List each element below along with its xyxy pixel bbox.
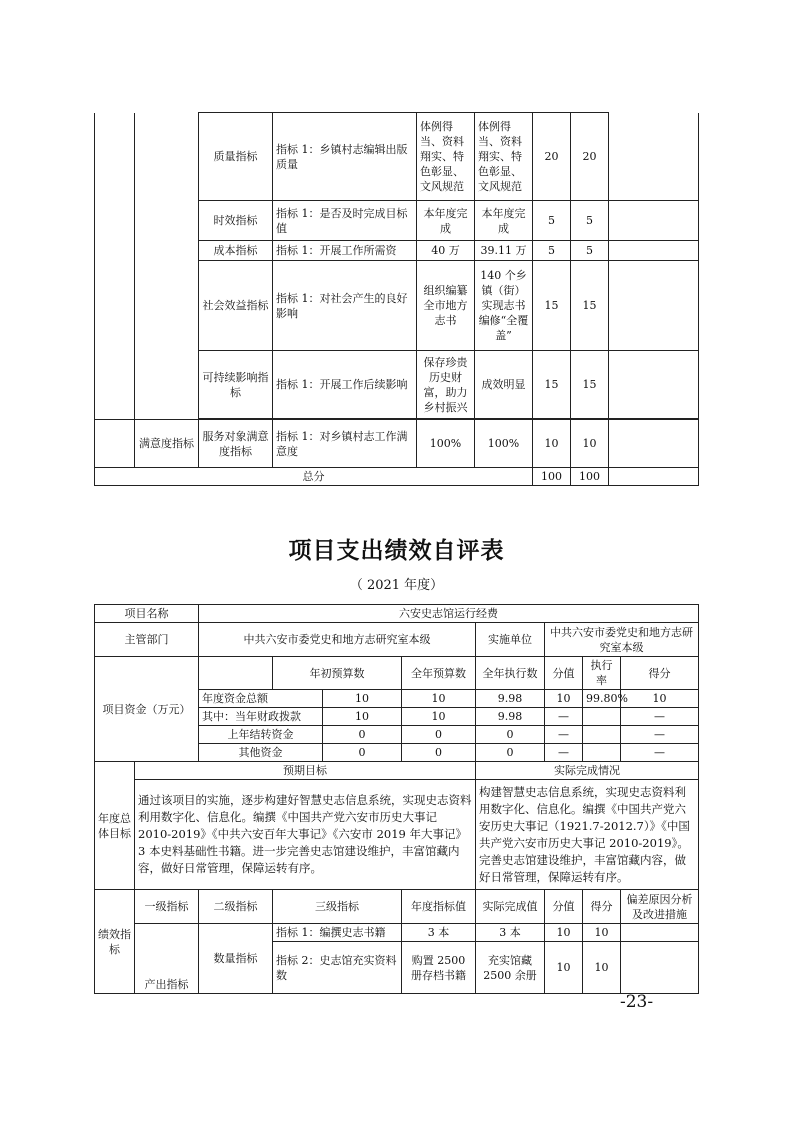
expected-goal-text: 通过该项目的实施，逐步构建好智慧史志信息系统，实现史志资料利用数字化、信息化。编撰《中国共产党六安市历史大事记 2010-2019》《中共六安百年大事记》《六安市 2019 年大事记》3 本史料基础性书籍。进一步完善史志馆建设维护，丰富馆藏内容，做好日常管理，保障运转有序。 — [135, 780, 476, 890]
level3-cell: 指标 1：开展工作后续影响 — [273, 351, 417, 419]
level3-cell: 指标 1：对乡镇村志工作满意度 — [273, 420, 417, 468]
dept-label: 主管部门 — [95, 623, 199, 657]
perf-header: 一级指标 — [135, 890, 199, 924]
level3-cell: 指标 1：是否及时完成目标值 — [273, 201, 417, 241]
total-score: 100 — [571, 468, 609, 486]
level1-empty-cell — [95, 113, 135, 420]
actual-cell: 本年度完成 — [475, 201, 533, 241]
perf-header: 得分 — [583, 890, 621, 924]
table-row — [95, 657, 699, 690]
funds-header: 全年预算数 — [402, 657, 476, 690]
target-cell: 100% — [417, 420, 475, 468]
table-row — [95, 623, 699, 657]
total-label: 总分 — [95, 468, 533, 486]
weight-cell: 15 — [533, 351, 571, 419]
funds-value: 0 — [402, 744, 476, 762]
funds-value — [583, 726, 621, 744]
actual-goal-text: 构建智慧史志信息系统，实现史志资料利用数字化、信息化。编撰《中国共产党六安历史大事记（1921.7-2012.7）》《中国共产党六安市历史大事记 2010-2019》。完善史志馆建设维护，丰富馆藏内容，做好日常管理，保障运转有序。 — [476, 780, 699, 890]
remark-cell — [609, 261, 699, 351]
empty-cell — [199, 657, 273, 690]
target-cell: 体例得当、资料翔实、特色彰显、文风规范 — [417, 113, 475, 201]
perf-label: 绩效指标 — [95, 890, 135, 994]
perf-target: 购置 2500 册存档书籍 — [402, 942, 476, 994]
level2-cell: 时效指标 — [199, 201, 273, 241]
funds-value: 0 — [402, 726, 476, 744]
perf-remark — [621, 942, 699, 994]
funds-header: 执行率 — [583, 657, 621, 690]
remark-cell — [609, 468, 699, 486]
funds-value: 10 — [323, 708, 402, 726]
remark-cell — [609, 201, 699, 241]
funds-value: 0 — [323, 744, 402, 762]
funds-value: 10 — [545, 690, 583, 708]
funds-value: — — [545, 744, 583, 762]
perf-header: 偏差原因分析及改进措施 — [621, 890, 699, 924]
level2-cell: 服务对象满意度指标 — [199, 420, 273, 468]
funds-value: — — [545, 708, 583, 726]
total-weight: 100 — [533, 468, 571, 486]
funds-value: 9.98 — [476, 690, 545, 708]
table-row — [95, 605, 699, 623]
funds-row-label: 其中：当年财政拨款 — [199, 708, 323, 726]
level1-cell: 满意度指标 — [135, 420, 199, 468]
perf-header: 实际完成值 — [476, 890, 545, 924]
perf-level1: 产出指标 — [135, 924, 199, 994]
page-number: -23- — [620, 992, 654, 1012]
funds-value: 9.98 — [476, 708, 545, 726]
funds-header: 全年执行数 — [476, 657, 545, 690]
empty-cell — [95, 420, 135, 468]
target-cell: 本年度完成 — [417, 201, 475, 241]
level2-cell: 质量指标 — [199, 113, 273, 201]
funds-value: 10 — [323, 690, 402, 708]
weight-cell: 5 — [533, 201, 571, 241]
table-row — [95, 113, 699, 201]
funds-label: 项目资金（万元） — [95, 657, 199, 762]
actual-cell: 140 个乡镇（街）实现志书编修“全覆盖” — [475, 261, 533, 351]
level2-cell: 成本指标 — [199, 241, 273, 261]
perf-score: 10 — [583, 924, 621, 942]
funds-value: 0 — [323, 726, 402, 744]
remark-cell — [609, 351, 699, 419]
perf-level3: 指标 1：编撰史志书籍 — [273, 924, 402, 942]
weight-cell: 15 — [533, 261, 571, 351]
table-row — [95, 924, 699, 942]
score-cell: 5 — [571, 241, 609, 261]
expected-goal-header: 预期目标 — [135, 762, 476, 780]
score-cell: 20 — [571, 113, 609, 201]
funds-value: 10 — [621, 690, 699, 708]
weight-cell: 5 — [533, 241, 571, 261]
table-row — [95, 780, 699, 890]
perf-actual: 3 本 — [476, 924, 545, 942]
impl-label: 实施单位 — [476, 623, 545, 657]
perf-weight: 10 — [545, 924, 583, 942]
funds-value: 10 — [402, 690, 476, 708]
perf-actual: 充实馆藏 2500 余册 — [476, 942, 545, 994]
performance-table-continued — [94, 112, 699, 486]
weight-cell: 20 — [533, 113, 571, 201]
actual-cell: 39.11 万 — [475, 241, 533, 261]
funds-value: 10 — [402, 708, 476, 726]
self-evaluation-table — [94, 604, 699, 994]
funds-header: 得分 — [621, 657, 699, 690]
actual-cell: 成效明显 — [475, 351, 533, 419]
total-row — [95, 468, 699, 486]
funds-row-label: 上年结转资金 — [199, 726, 323, 744]
perf-header: 三级指标 — [273, 890, 402, 924]
funds-value: 99.80% — [583, 690, 621, 708]
perf-header: 年度指标值 — [402, 890, 476, 924]
funds-header: 分值 — [545, 657, 583, 690]
level1-empty-cell — [135, 113, 199, 420]
funds-row-label: 其他资金 — [199, 744, 323, 762]
score-cell: 15 — [571, 261, 609, 351]
funds-value: — — [545, 726, 583, 744]
level3-cell: 指标 1：对社会产生的良好影响 — [273, 261, 417, 351]
remark-cell — [609, 241, 699, 261]
target-cell: 组织编纂全市地方志书 — [417, 261, 475, 351]
page-title: 项目支出绩效自评表 — [288, 538, 505, 564]
table-row — [95, 420, 699, 468]
level2-cell: 可持续影响指标 — [199, 351, 273, 419]
score-cell: 5 — [571, 201, 609, 241]
perf-target: 3 本 — [402, 924, 476, 942]
perf-header: 二级指标 — [199, 890, 273, 924]
score-cell: 10 — [571, 420, 609, 468]
level3-cell: 指标 1：乡镇村志编辑出版质量 — [273, 113, 417, 201]
level2-cell: 社会效益指标 — [199, 261, 273, 351]
funds-value: — — [621, 744, 699, 762]
table-row — [95, 762, 699, 780]
project-name-label: 项目名称 — [95, 605, 199, 623]
perf-weight: 10 — [545, 942, 583, 994]
actual-goal-header: 实际完成情况 — [476, 762, 699, 780]
year-subtitle: （ 2021 年度） — [349, 578, 444, 593]
perf-header: 分值 — [545, 890, 583, 924]
perf-level3: 指标 2：史志馆充实资料数 — [273, 942, 402, 994]
dept-value: 中共六安市委党史和地方志研究室本级 — [199, 623, 476, 657]
project-name-value: 六安史志馆运行经费 — [199, 605, 699, 623]
funds-row-label: 年度资金总额 — [199, 690, 323, 708]
table-row — [95, 890, 699, 924]
funds-value: 0 — [476, 744, 545, 762]
actual-cell: 体例得当、资料翔实、特色彰显、文风规范 — [475, 113, 533, 201]
target-cell: 40 万 — [417, 241, 475, 261]
funds-header: 年初预算数 — [273, 657, 402, 690]
funds-value: — — [621, 708, 699, 726]
funds-value: 0 — [476, 726, 545, 744]
funds-value — [583, 708, 621, 726]
remark-cell — [609, 113, 699, 201]
actual-cell: 100% — [475, 420, 533, 468]
funds-value — [583, 744, 621, 762]
perf-level2: 数量指标 — [199, 924, 273, 994]
perf-remark — [621, 924, 699, 942]
funds-value: — — [621, 726, 699, 744]
target-cell: 保存珍贵历史财富，助力乡村振兴 — [417, 351, 475, 419]
weight-cell: 10 — [533, 420, 571, 468]
impl-value: 中共六安市委党史和地方志研究室本级 — [545, 623, 699, 657]
level3-cell: 指标 1：开展工作所需资 — [273, 241, 417, 261]
remark-cell — [609, 420, 699, 468]
score-cell: 15 — [571, 351, 609, 419]
perf-score: 10 — [583, 942, 621, 994]
goals-label: 年度总体目标 — [95, 762, 135, 890]
